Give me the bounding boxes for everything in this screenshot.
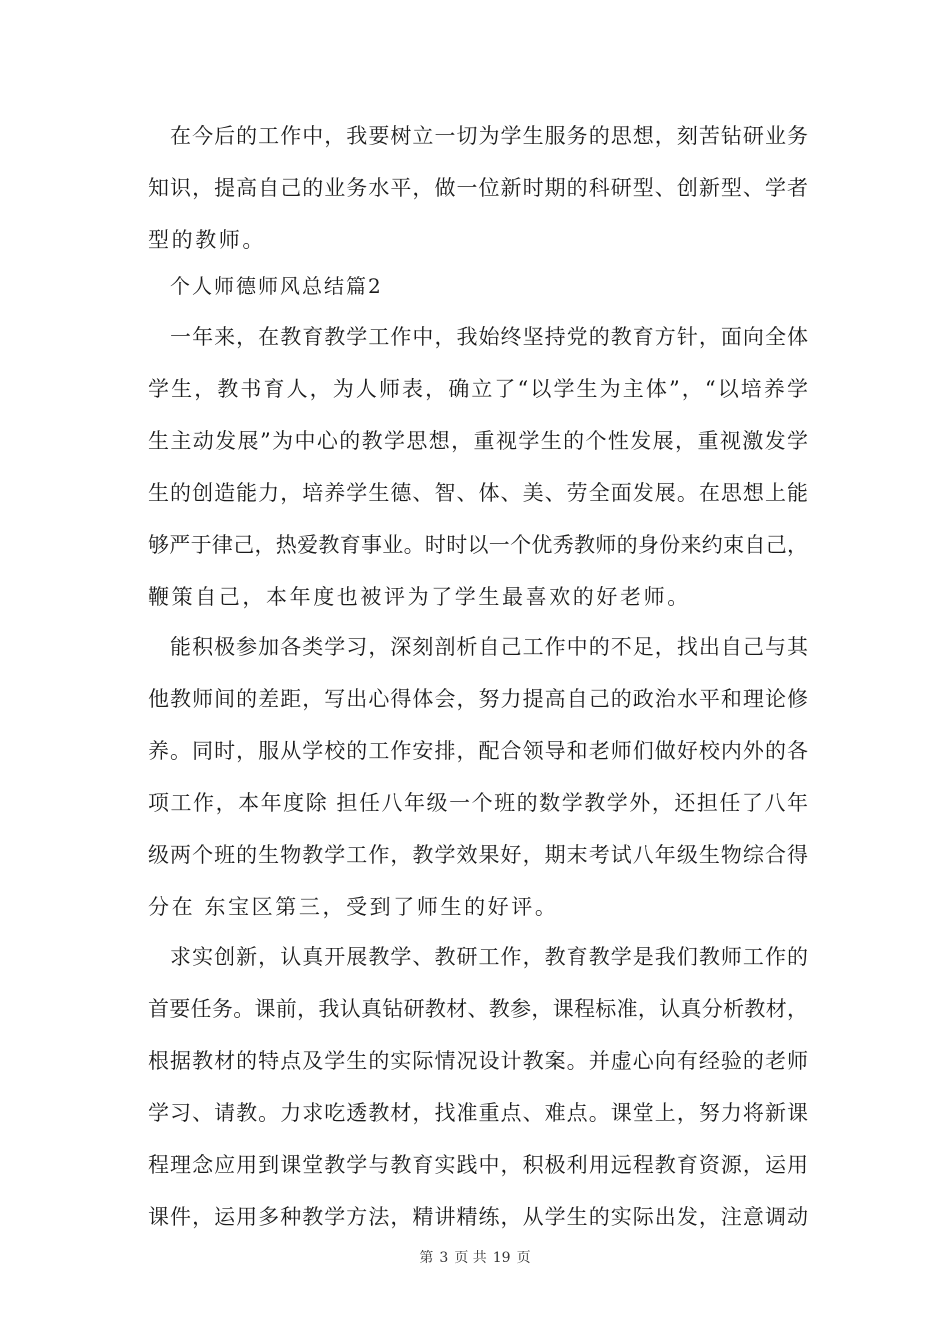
footer-middle: 页 共 [454,1250,487,1266]
paragraph-line: 够严于律己，热爱教育事业。时时以一个优秀教师的身份来约束自己， [148,533,808,557]
footer-total-pages: 19 [492,1250,511,1266]
page-footer [0,1247,950,1267]
paragraph-line: 根据教材的特点及学生的实际情况设计教案。并虚心向有经验的老师 [148,1049,808,1073]
paragraph-line: 能积极参加各类学习，深刻剖析自己工作中的不足，找出自己与其 [148,635,808,659]
footer-suffix: 页 [516,1250,531,1266]
paragraph-line: 鞭策自己，本年度也被评为了学生最喜欢的好老师。 [148,585,691,609]
paragraph-line: 求实创新，认真开展教学、教研工作，教育教学是我们教师工作的 [148,945,808,969]
paragraph-line: 学习、请教。力求吃透教材，找准重点、难点。课堂上，努力将新课 [148,1101,808,1125]
paragraph-line: 学生，教书育人，为人师表，确立了“以学生为主体”，“以培养学 [148,377,808,401]
paragraph-line: 在今后的工作中，我要树立一切为学生服务的思想，刻苦钻研业务 [148,124,808,148]
paragraph-line: 知识，提高自己的业务水平，做一位新时期的科研型、创新型、学者 [148,176,808,200]
footer-current-page: 3 [439,1250,449,1266]
paragraph-line: 一年来，在教育教学工作中，我始终坚持党的教育方针，面向全体 [148,325,808,349]
paragraph-line: 首要任务。课前，我认真钻研教材、教参，课程标准，认真分析教材， [148,997,808,1021]
footer-prefix: 第 [419,1250,434,1266]
paragraph-line: 级两个班的生物教学工作，教学效果好，期末考试八年级生物综合得 [148,843,808,867]
paragraph-line: 项工作，本年度除 担任八年级一个班的数学教学外，还担任了八年 [148,791,808,815]
paragraph-line: 他教师间的差距，写出心得体会，努力提高自己的政治水平和理论修 [148,687,808,711]
section-heading: 个人师德师风总结篇2 [148,274,383,298]
paragraph-line: 型的教师。 [148,228,266,252]
paragraph-line: 课件，运用多种教学方法，精讲精练，从学生的实际出发，注意调动 [148,1205,808,1229]
paragraph-line: 养。同时，服从学校的工作安排，配合领导和老师们做好校内外的各 [148,739,808,763]
paragraph-line: 分在 东宝区第三，受到了师生的好评。 [148,895,559,919]
paragraph-line: 程理念应用到课堂教学与教育实践中，积极利用远程教育资源，运用 [148,1153,808,1177]
paragraph-line: 生的创造能力，培养学生德、智、体、美、劳全面发展。在思想上能 [148,481,808,505]
paragraph-line: 生主动发展”为中心的教学思想，重视学生的个性发展，重视激发学 [148,429,808,453]
